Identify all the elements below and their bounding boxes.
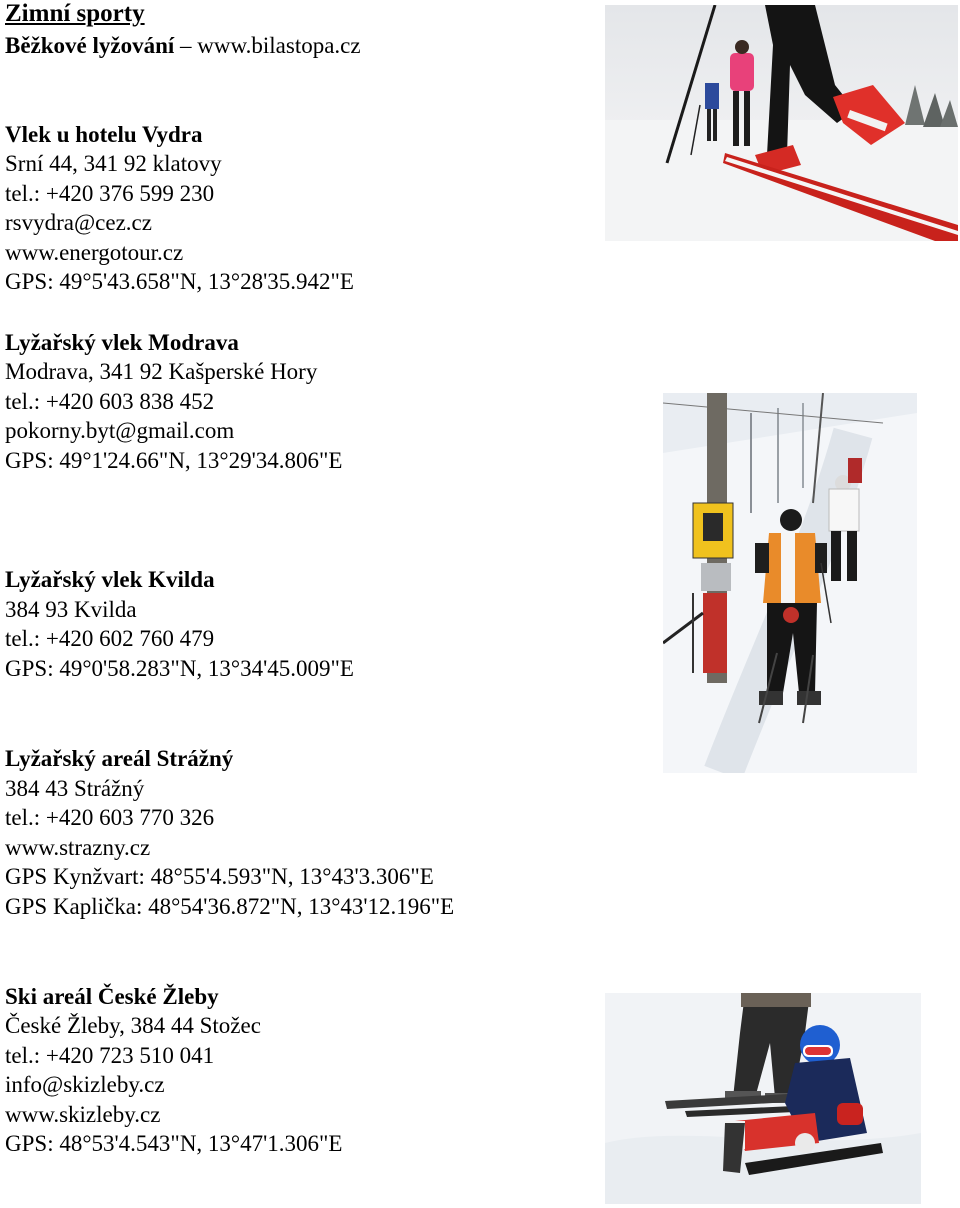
zleby-address: České Žleby, 384 44 Stožec [5, 1013, 261, 1038]
vydra-address: Srní 44, 341 92 klatovy [5, 151, 222, 176]
child-skier-photo [605, 993, 921, 1204]
vydra-name: Vlek u hotelu Vydra [5, 122, 203, 147]
crosscountry-dash: – [180, 33, 192, 58]
strazny-gps-kaplicka: GPS Kaplička: 48°54'36.872"N, 13°43'12.196"E [5, 894, 455, 919]
zleby-email[interactable]: info@skizleby.cz [5, 1072, 165, 1097]
strazny-web[interactable]: www.strazny.cz [5, 835, 151, 860]
modrava-tel: tel.: +420 603 838 452 [5, 389, 215, 414]
crosscountry-label: Běžkové lyžování [5, 33, 175, 58]
ski-lift-photo [663, 393, 917, 773]
page-title: Zimní sporty [5, 0, 145, 27]
vydra-web[interactable]: www.energotour.cz [5, 240, 184, 265]
kvilda-address: 384 93 Kvilda [5, 597, 137, 622]
modrava-email[interactable]: pokorny.byt@gmail.com [5, 418, 235, 443]
vydra-tel: tel.: +420 376 599 230 [5, 181, 215, 206]
modrava-name: Lyžařský vlek Modrava [5, 330, 239, 355]
zleby-gps: GPS: 48°53'4.543"N, 13°47'1.306"E [5, 1131, 343, 1156]
crosscountry-link[interactable]: www.bilastopa.cz [197, 33, 361, 58]
zleby-web[interactable]: www.skizleby.cz [5, 1102, 161, 1127]
modrava-gps: GPS: 49°1'24.66"N, 13°29'34.806"E [5, 448, 343, 473]
kvilda-gps: GPS: 49°0'58.283"N, 13°34'45.009"E [5, 656, 354, 681]
modrava-address: Modrava, 341 92 Kašperské Hory [5, 359, 318, 384]
strazny-gps-kynzvart: GPS Kynžvart: 48°55'4.593"N, 13°43'3.306"E [5, 864, 434, 889]
crosscountry-photo [605, 5, 958, 241]
kvilda-name: Lyžařský vlek Kvilda [5, 567, 215, 592]
zleby-tel: tel.: +420 723 510 041 [5, 1043, 215, 1068]
vydra-email[interactable]: rsvydra@cez.cz [5, 210, 152, 235]
strazny-name: Lyžařský areál Strážný [5, 746, 234, 771]
strazny-address: 384 43 Strážný [5, 776, 145, 801]
crosscountry-line [5, 32, 361, 60]
zleby-name: Ski areál České Žleby [5, 984, 219, 1009]
vydra-gps: GPS: 49°5'43.658"N, 13°28'35.942"E [5, 269, 354, 294]
strazny-tel: tel.: +420 603 770 326 [5, 805, 215, 830]
kvilda-tel: tel.: +420 602 760 479 [5, 626, 215, 651]
